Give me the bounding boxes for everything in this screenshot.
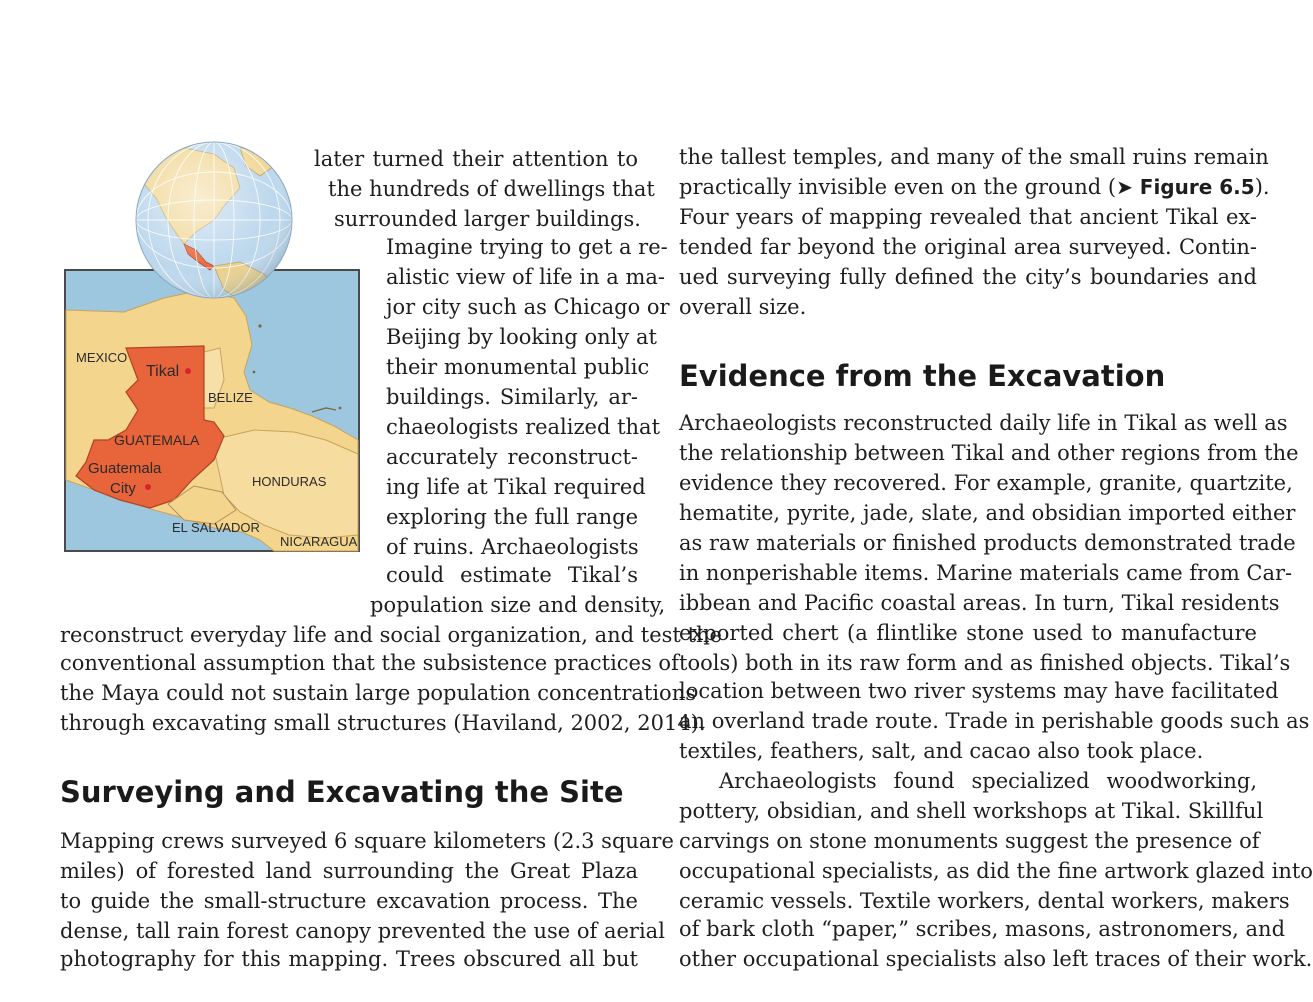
text-line: ing life at Tikal required xyxy=(386,475,646,499)
text-line: chaeologists realized that xyxy=(386,415,661,439)
text-line: later turned their attention to xyxy=(314,147,638,171)
region-map xyxy=(65,270,359,551)
text-line: overall size. xyxy=(679,295,807,319)
text-line: buildings. Similarly, ar- xyxy=(386,385,638,409)
map-label-belize: BELIZE xyxy=(208,390,253,405)
text-line: occupational specialists, as did the fine artwork glazed into xyxy=(679,859,1313,883)
guatemala-city-dot xyxy=(145,484,151,490)
text-line: evidence they recovered. For example, granite, quartzite, xyxy=(679,471,1293,495)
text-line: their monumental public xyxy=(386,355,650,379)
text-line: reconstruct everyday life and social organization, and test the xyxy=(60,623,722,647)
figure-ref-link[interactable]: ➤ Figure 6.5 xyxy=(1116,175,1255,199)
text-line: miles) of forested land surrounding the Great Plaza xyxy=(60,859,638,883)
tikal-city-dot xyxy=(185,368,191,374)
text-line: accurately reconstruct- xyxy=(386,445,638,469)
text-line: dense, tall rain forest canopy prevented the use of aerial xyxy=(60,919,665,943)
map-label-mexico: MEXICO xyxy=(76,350,128,365)
text-line: other occupational specialists also left traces of their work. xyxy=(679,947,1313,971)
text-line: Imagine trying to get a re- xyxy=(386,235,668,259)
text-line: through excavating small structures (Haviland, 2002, 2014). xyxy=(60,711,706,735)
text-line: jor city such as Chicago or xyxy=(386,295,670,319)
text-line: the Maya could not sustain large population concentrations xyxy=(60,681,696,705)
text-line: ued surveying fully defined the city’s boundaries and xyxy=(679,265,1257,289)
section-heading-evidence: Evidence from the Excavation xyxy=(679,359,1166,393)
section-heading-surveying: Surveying and Excavating the Site xyxy=(60,775,624,809)
text-line: carvings on stone monuments suggest the presence of xyxy=(679,829,1260,853)
text-line: conventional assumption that the subsistence practices of xyxy=(60,651,679,675)
text-line: an overland trade route. Trade in perishable goods such as xyxy=(679,709,1310,733)
map-label-tikal: Tikal xyxy=(146,363,180,380)
text-line: as raw materials or finished products demonstrated trade xyxy=(679,531,1296,555)
text-line: hematite, pyrite, jade, slate, and obsidian imported either xyxy=(679,501,1296,525)
text-line: Archaeologists found specialized woodworking, xyxy=(719,769,1257,793)
text-line: population size and density, xyxy=(370,593,666,617)
text-line: the hundreds of dwellings that xyxy=(328,177,655,201)
text-line: Mapping crews surveyed 6 square kilometers (2.3 square xyxy=(60,829,674,853)
text-line: the tallest temples, and many of the small ruins remain xyxy=(679,145,1269,169)
text-line: surrounded larger buildings. xyxy=(334,207,641,231)
text-line: ibbean and Pacific coastal areas. In turn, Tikal residents xyxy=(679,591,1280,615)
map-label-nicaragua: NICARAGUA xyxy=(280,534,358,549)
text-line: Four years of mapping revealed that ancient Tikal ex- xyxy=(679,205,1257,229)
text-line: Beijing by looking only at xyxy=(386,325,657,349)
text-line: exploring the full range xyxy=(386,505,638,529)
text-line: the relationship between Tikal and other regions from the xyxy=(679,441,1299,465)
map-figure xyxy=(64,140,360,554)
text-line: could estimate Tikal’s xyxy=(386,563,638,587)
text-line: of ruins. Archaeologists xyxy=(386,535,639,559)
text-line: textiles, feathers, salt, and cacao also took place. xyxy=(679,739,1204,763)
text-line: to guide the small-structure excavation process. The xyxy=(60,889,638,913)
text-line: tools) both in its raw form and as finished objects. Tikal’s xyxy=(679,651,1291,675)
text-line: location between two river systems may have facilitated xyxy=(679,679,1279,703)
map-label-honduras: HONDURAS xyxy=(252,474,327,489)
text-line: tended far beyond the original area surveyed. Contin- xyxy=(679,235,1257,259)
text-line: Archaeologists reconstructed daily life in Tikal as well as xyxy=(679,411,1288,435)
text-line: pottery, obsidian, and shell workshops at Tikal. Skillful xyxy=(679,799,1264,823)
text-line-with-figure-ref xyxy=(679,172,1270,202)
map-label-guatemala: GUATEMALA xyxy=(114,432,200,448)
text-line: ceramic vessels. Textile workers, dental workers, makers xyxy=(679,889,1290,913)
text-line: exported chert (a flintlike stone used to manufacture xyxy=(679,621,1257,645)
text-line: of bark cloth “paper,” scribes, masons, astronomers, and xyxy=(679,917,1286,941)
text-fragment: ). xyxy=(1254,175,1270,199)
map-label-city: City xyxy=(110,480,136,497)
text-line: in nonperishable items. Marine materials came from Car- xyxy=(679,561,1293,585)
map-label-el-salvador: EL SALVADOR xyxy=(172,520,260,535)
text-fragment: practically invisible even on the ground ( xyxy=(679,175,1117,199)
map-label-guatemala-city: Guatemala xyxy=(88,460,162,477)
text-line: photography for this mapping. Trees obscured all but xyxy=(60,947,638,971)
text-line: alistic view of life in a ma- xyxy=(386,265,666,289)
